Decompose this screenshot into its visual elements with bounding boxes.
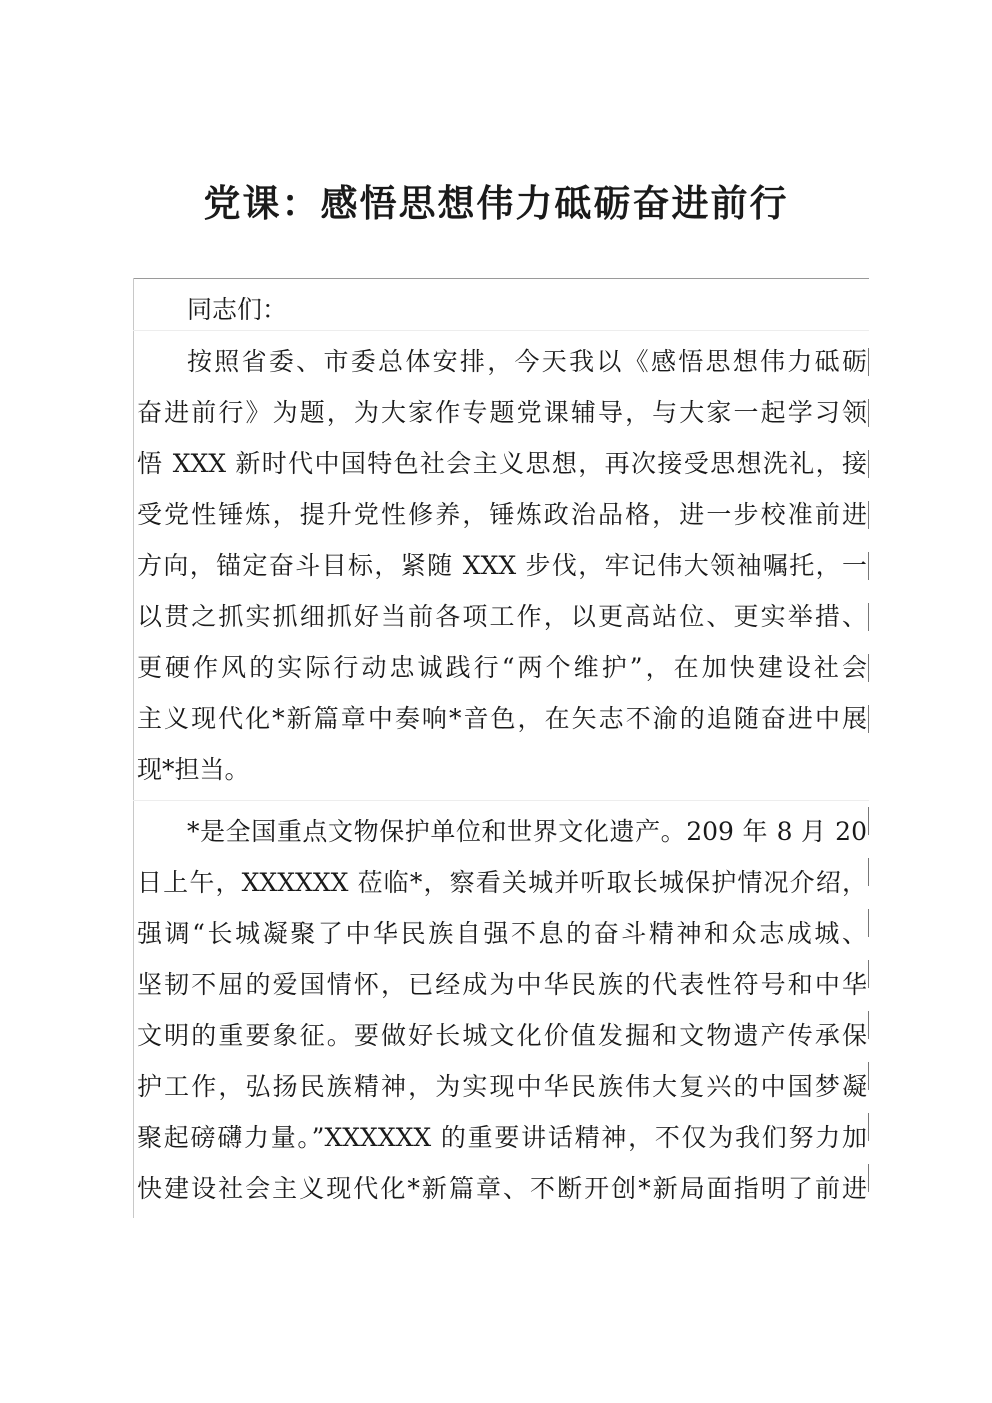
paragraph-divider	[133, 800, 869, 801]
frame-left-border	[133, 278, 134, 1218]
document-title: 党课：感悟思想伟力砥砺奋进前行	[203, 182, 789, 225]
paragraph-1-line: 更硬作风的实际行动忠诚践行“两个维护”，在加快建设社会	[137, 653, 867, 682]
paragraph-2-line: 快建设社会主义现代化*新篇章、不断开创*新局面指明了前进	[137, 1174, 867, 1203]
paragraph-1-line: 方向，锚定奋斗目标，紧随 XXX 步伐，牢记伟大领袖嘱托，一	[137, 551, 867, 580]
paragraph-1-line: 悟 XXX 新时代中国特色社会主义思想，再次接受思想洗礼，接	[137, 449, 867, 478]
greeting: 同志们：	[187, 295, 288, 324]
paragraph-1-line: 按照省委、市委总体安排，今天我以《感悟思想伟力砥砺	[187, 347, 867, 376]
frame-right-markers	[868, 278, 870, 1218]
paragraph-1-line: 现*担当。	[137, 755, 250, 784]
paragraph-2-line: 坚韧不屈的爱国情怀，已经成为中华民族的代表性符号和中华	[137, 970, 867, 999]
paragraph-2-line: 日上午，XXXXXX 莅临*，察看关城并听取长城保护情况介绍，	[137, 868, 867, 897]
paragraph-2-line: 文明的重要象征。要做好长城文化价值发掘和文物遗产传承保	[137, 1021, 867, 1050]
paragraph-2-line: *是全国重点文物保护单位和世界文化遗产。209 年 8 月 20	[187, 817, 867, 846]
paragraph-1-line: 奋进前行》为题，为大家作专题党课辅导，与大家一起学习领	[137, 398, 867, 427]
paragraph-2-line: 强调“长城凝聚了中华民族自强不息的奋斗精神和众志成城、	[137, 919, 867, 948]
paragraph-2-line: 护工作，弘扬民族精神，为实现中华民族伟大复兴的中国梦凝	[137, 1072, 867, 1101]
paragraph-1-line: 受党性锤炼，提升党性修养，锤炼政治品格，进一步校准前进	[137, 500, 867, 529]
paragraph-1-line: 主义现代化*新篇章中奏响*音色，在矢志不渝的追随奋进中展	[137, 704, 867, 733]
paragraph-2-line: 聚起磅礴力量。”XXXXXX 的重要讲话精神，不仅为我们努力加	[137, 1123, 867, 1152]
paragraph-1-line: 以贯之抓实抓细抓好当前各项工作，以更高站位、更实举措、	[137, 602, 867, 631]
